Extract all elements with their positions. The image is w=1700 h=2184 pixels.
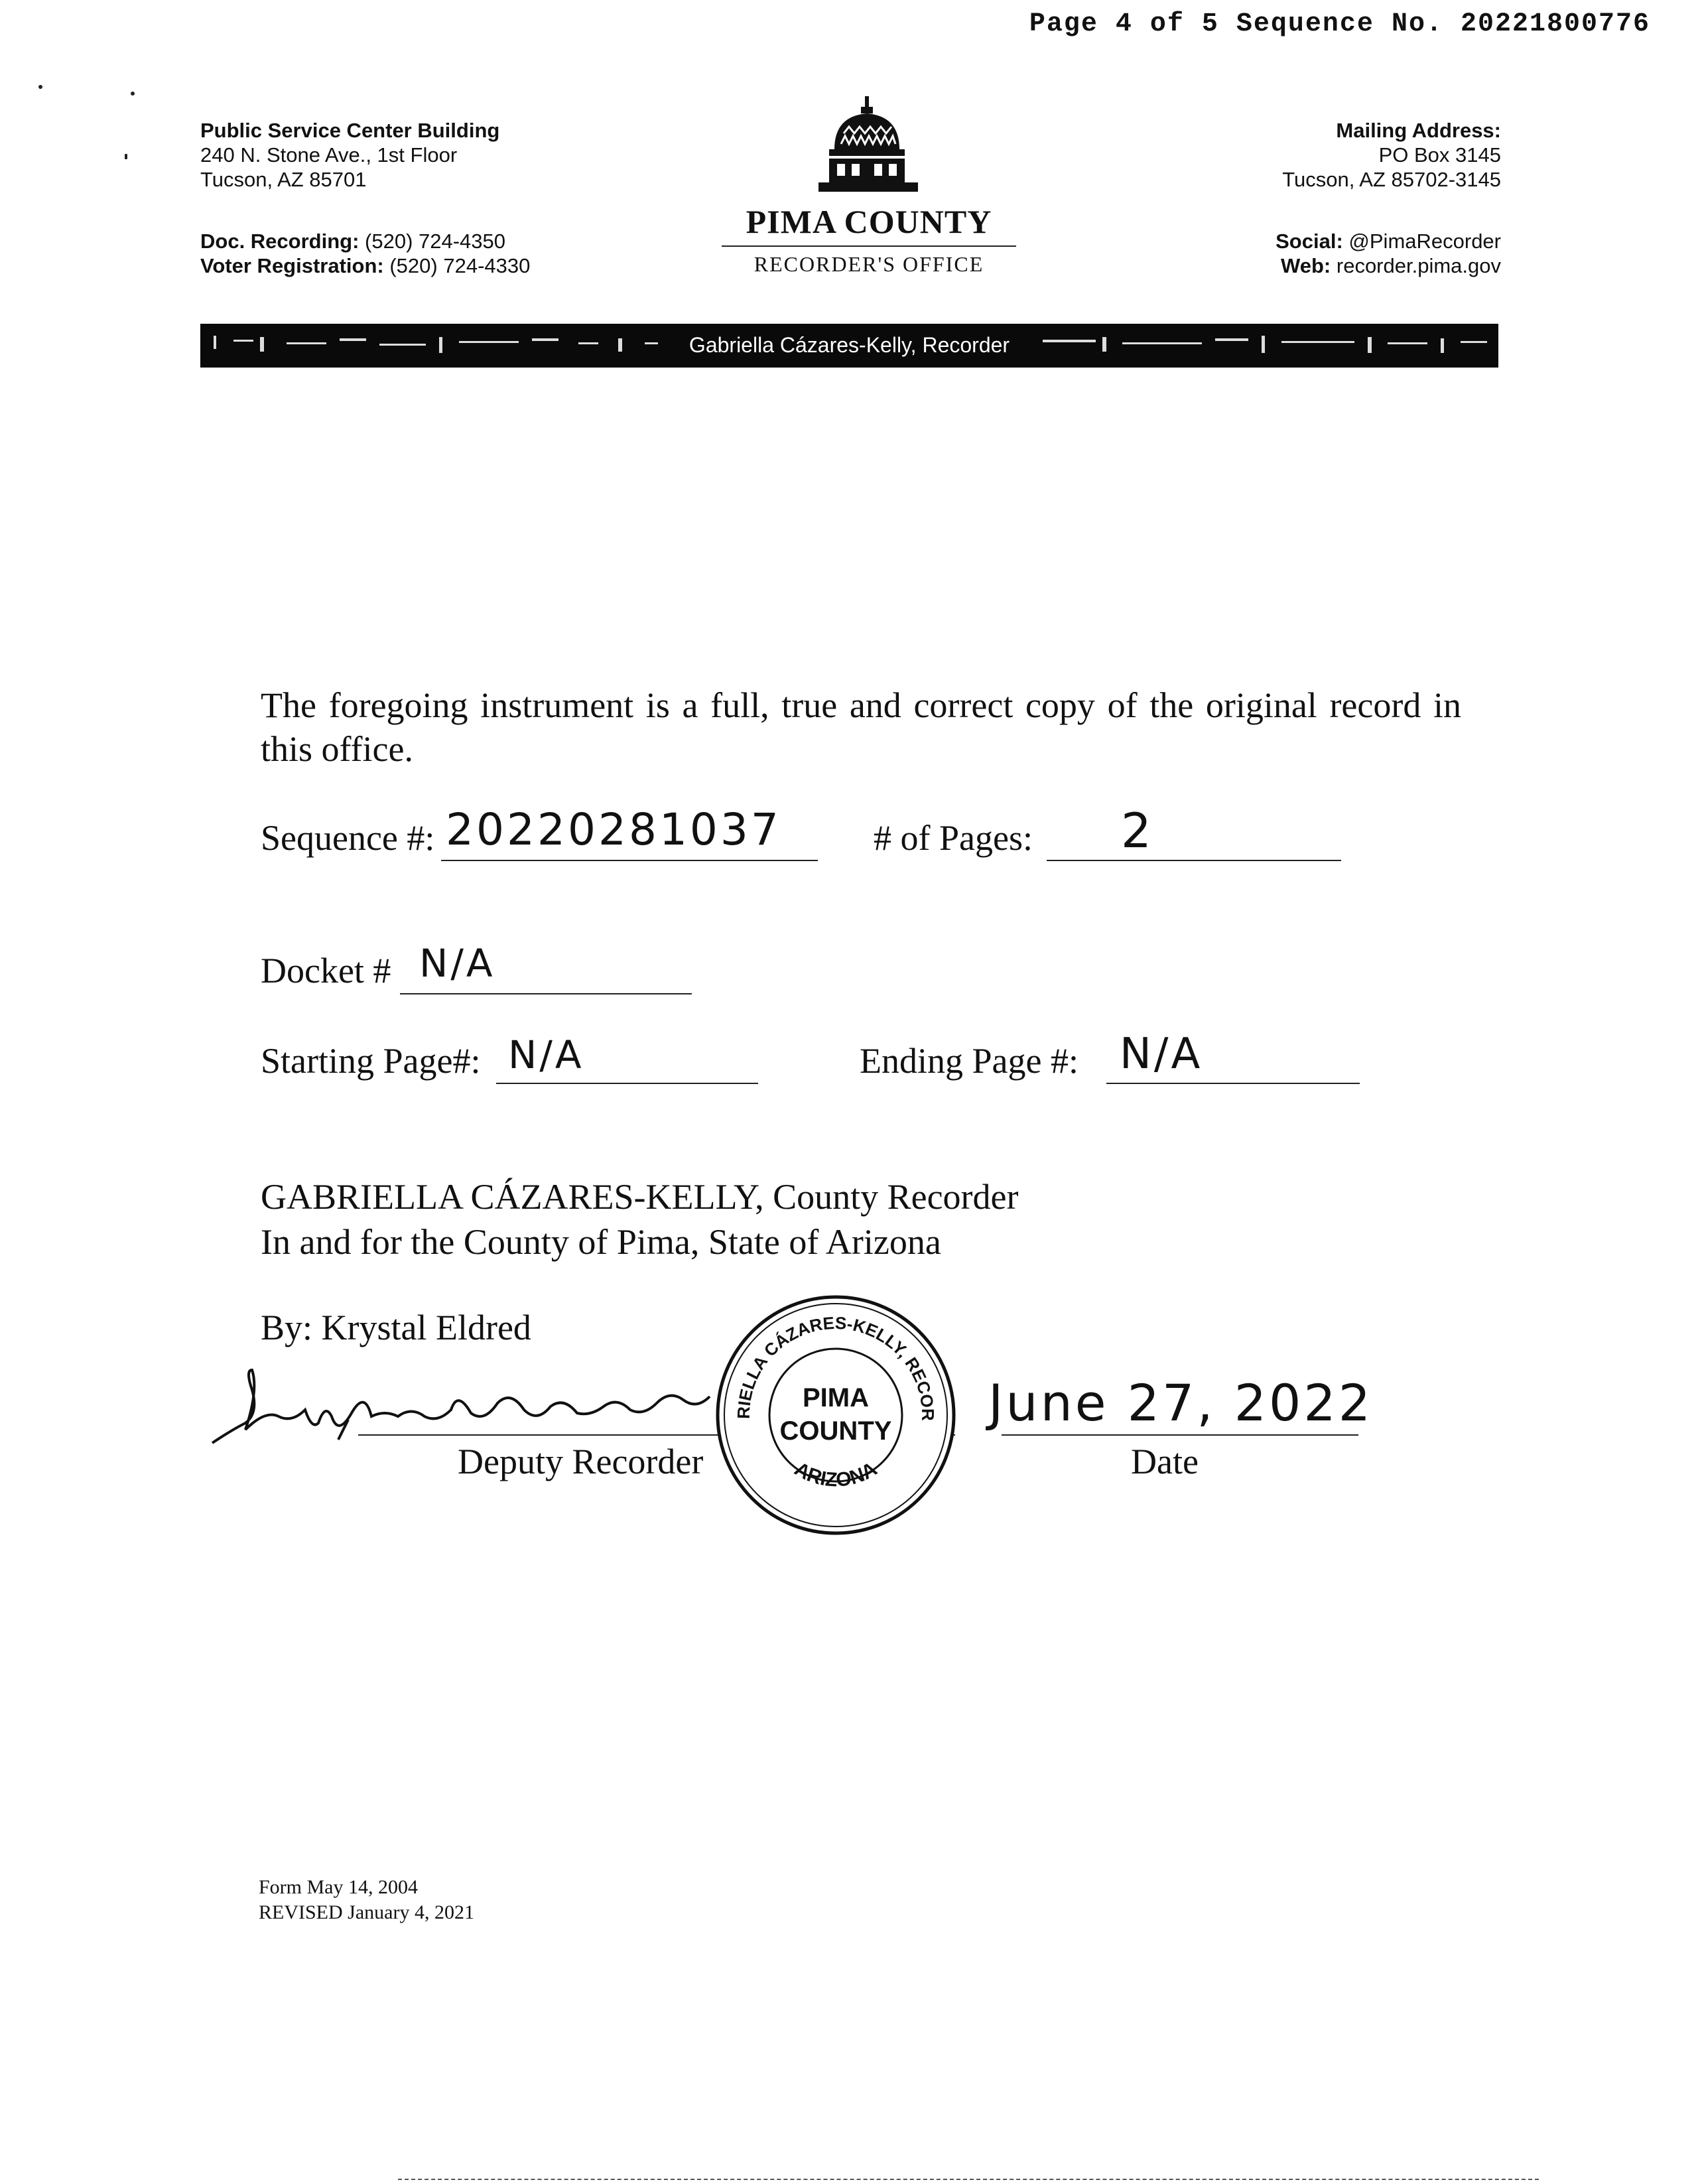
social-handle: @PimaRecorder [1348,230,1501,253]
office-address [200,118,499,192]
docket-underline [400,993,692,994]
starting-page-value: N/A [508,1032,584,1077]
recorder-attestation [261,1174,1019,1264]
date-value: June 27, 2022 [988,1373,1374,1432]
scan-edge-line [398,2179,1539,2181]
sequence-underline [441,860,818,861]
sequence-label: Sequence #: [261,818,435,858]
ending-page-label: Ending Page #: [860,1041,1079,1081]
web-label: Web: [1281,254,1331,277]
docket-value: N/A [419,941,495,986]
social-web [1275,229,1501,278]
pages-value: 2 [1121,803,1154,858]
sequence-value: 20220281037 [446,804,781,855]
pages-label: # of Pages: [874,818,1033,858]
street-address: 240 N. Stone Ave., 1st Floor [200,143,458,167]
recorder-line-1: GABRIELLA CÁZARES-KELLY, County Recorder [261,1177,1019,1217]
doc-recording-phone: (520) 724-4350 [365,230,506,253]
city-address: Tucson, AZ 85701 [200,168,367,191]
deputy-recorder-label: Deputy Recorder [458,1442,704,1481]
starting-page-underline [496,1083,758,1084]
ending-page-underline [1106,1083,1360,1084]
voter-registration-phone: (520) 724-4330 [389,254,531,277]
office-name: RECORDER'S OFFICE [753,252,984,276]
form-date: Form May 14, 2004 [259,1876,418,1898]
county-name: PIMA COUNTY [746,203,992,240]
seal-bottom-text: ARIZONA [791,1458,881,1491]
scan-speck [131,92,135,96]
pages-underline [1047,860,1341,861]
by-line: By: Krystal Eldred [261,1308,531,1347]
scan-speck [125,154,127,159]
seal-center-line-2: COUNTY [779,1416,892,1446]
mailing-address-label: Mailing Address: [1336,119,1501,142]
logo-divider [722,245,1016,247]
recorder-name: Gabriella Cázares-Kelly, Recorder [688,333,1010,357]
ending-page-value: N/A [1120,1030,1203,1079]
county-seal [713,1292,958,1538]
recorder-banner [200,324,1498,368]
voter-registration-label: Voter Registration: [200,254,384,277]
deputy-signature [206,1350,756,1456]
date-underline [1002,1434,1358,1436]
form-revised: REVISED January 4, 2021 [259,1901,474,1923]
form-revision-note [259,1875,474,1925]
building-title: Public Service Center Building [200,119,500,142]
po-box: PO Box 3145 [1378,143,1501,167]
mailing-city: Tucson, AZ 85702-3145 [1282,168,1501,191]
page-header: Page 4 of 5 Sequence No. 20221800776 [1029,9,1650,39]
seal-outer-text: RIELLA CÁZARES-KELLY, RECOR [733,1312,939,1421]
banner-scan-noise [1036,330,1494,361]
certification-statement: The foregoing instrument is a full, true and correct copy of the original record in this office. [261,685,1461,769]
seal-center-line-1: PIMA [803,1383,869,1412]
mailing-address [1282,118,1501,192]
starting-page-label: Starting Page#: [261,1041,481,1081]
recorder-line-2: In and for the County of Pima, State of Arizona [261,1222,941,1262]
scan-speck [38,85,42,89]
social-label: Social: [1275,230,1343,253]
courthouse-dome-icon [703,96,1035,206]
docket-label: Docket # [261,951,391,990]
web-address: recorder.pima.gov [1336,254,1501,277]
doc-recording-label: Doc. Recording: [200,230,360,253]
date-label: Date [1131,1442,1199,1481]
office-phones [200,229,530,278]
